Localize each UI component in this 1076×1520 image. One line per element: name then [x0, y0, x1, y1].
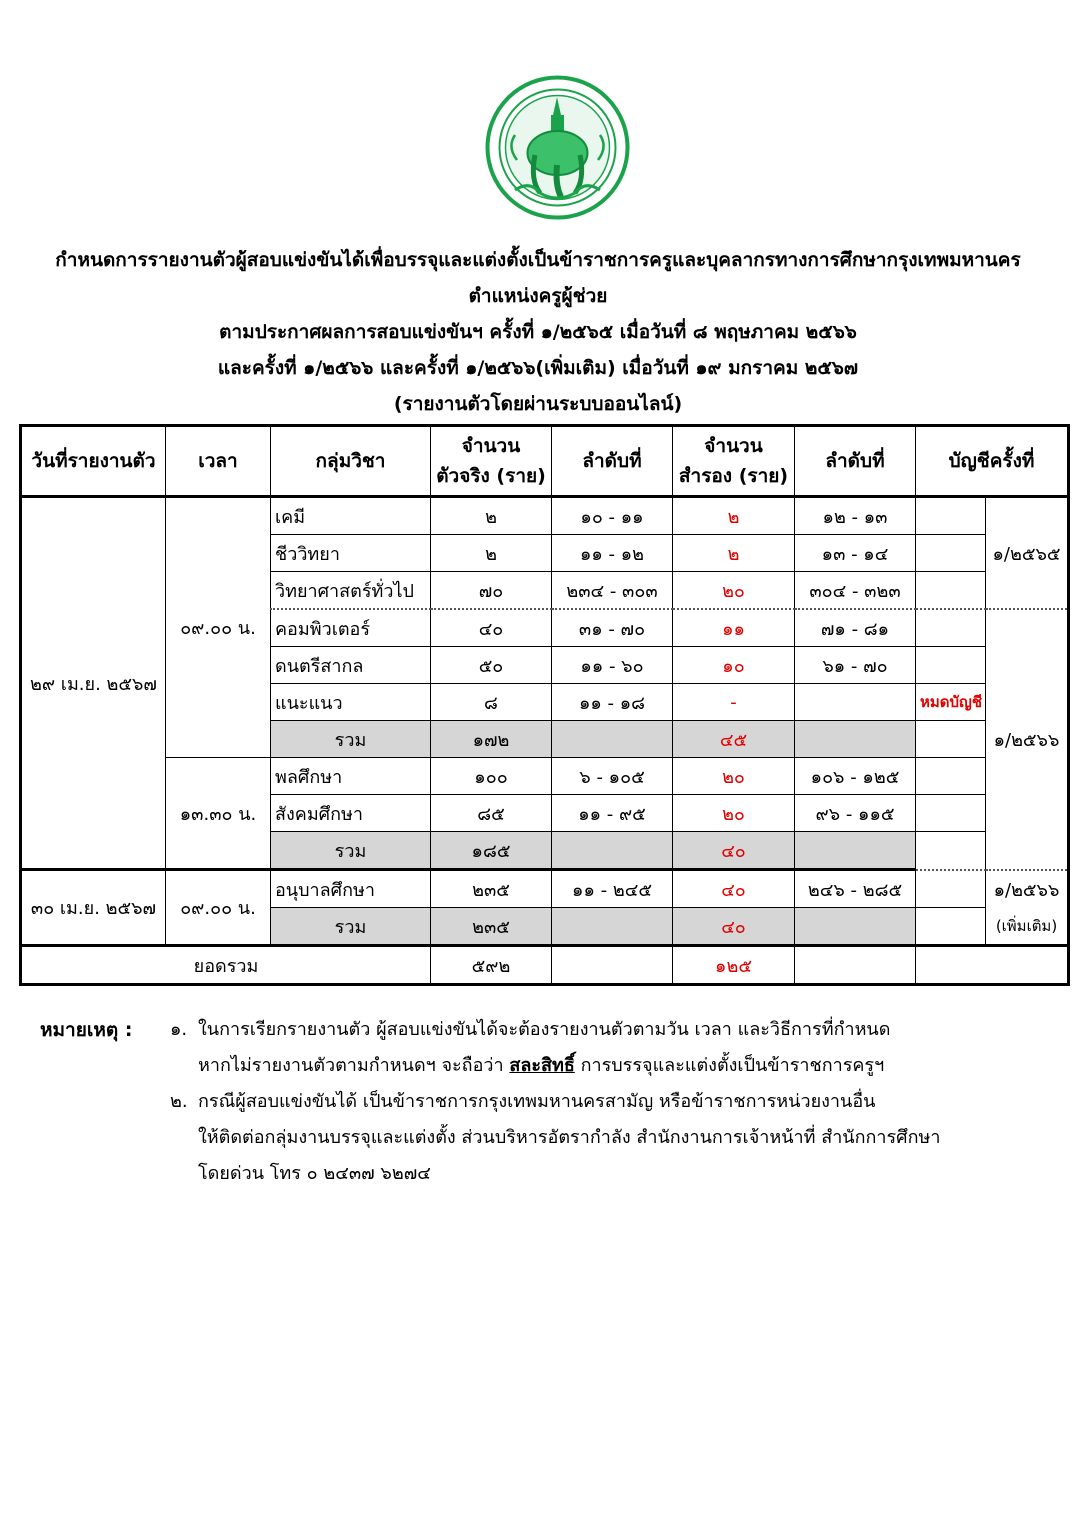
- note-text: ในการเรียกรายงานตัว ผู้สอบแข่งขันได้จะต้องรายงานตัวตามวัน เวลา และวิธีการที่กำหนด: [198, 1019, 891, 1040]
- order-cell: ๑๑ - ๒๔๕: [552, 870, 673, 908]
- actual-count-cell: ๘๕: [431, 795, 552, 832]
- order-cell: ๑๐ - ๑๑: [552, 497, 673, 535]
- subject-cell: พลศึกษา: [271, 758, 431, 795]
- forfeit-emphasis: สละสิทธิ์: [509, 1055, 575, 1076]
- report-time-cell: ๐๙.๐๐ น.: [166, 497, 271, 758]
- subtotal-reserve: ๔๐: [673, 908, 795, 946]
- subtotal-order: [552, 832, 673, 870]
- subject-cell: ชีววิทยา: [271, 535, 431, 572]
- account-cell-suffix: (เพิ่มเติม): [986, 908, 1069, 946]
- reserve-order-cell: ๖๑ - ๗๐: [795, 647, 916, 684]
- note-cell: [916, 832, 986, 870]
- note-cell: [916, 647, 986, 684]
- subtotal-order: [552, 908, 673, 946]
- title-line-4: และครั้งที่ ๑/๒๕๖๖ และครั้งที่ ๑/๒๕๖๖(เพิ่มเติม) เมื่อวันที่ ๑๙ มกราคม ๒๕๖๗: [217, 357, 859, 379]
- note-cell: [916, 758, 986, 795]
- reserve-count-cell: ๒: [673, 497, 795, 535]
- note-text: โดยด่วน โทร ๐ ๒๔๓๗ ๖๒๗๔: [198, 1163, 431, 1184]
- reserve-count-cell: -: [673, 684, 795, 721]
- account-cell: ๑/๒๕๖๖: [986, 870, 1069, 908]
- actual-count-cell: ๒: [431, 535, 552, 572]
- note-row: [40, 1012, 1050, 1048]
- grand-total-row: [21, 946, 1069, 985]
- reserve-count-cell: ๒: [673, 535, 795, 572]
- actual-count-cell: ๕๐: [431, 647, 552, 684]
- reserve-count-cell: ๒๐: [673, 795, 795, 832]
- note-text: กรณีผู้สอบแข่งขันได้ เป็นข้าราชการกรุงเทพมหานครสามัญ หรือข้าราชการหน่วยงานอื่น: [198, 1091, 876, 1112]
- document-title-block: [0, 242, 1076, 422]
- header-reserve-line-1: จำนวน: [704, 435, 763, 457]
- reserve-count-cell: ๒๐: [673, 758, 795, 795]
- subtotal-reserve-order: [795, 908, 916, 946]
- order-cell: ๑๑ - ๙๕: [552, 795, 673, 832]
- subtotal-actual: ๑๗๒: [431, 721, 552, 758]
- subject-cell: อนุบาลศึกษา: [271, 870, 431, 908]
- report-time-cell: ๐๙.๐๐ น.: [166, 870, 271, 946]
- subject-cell: เคมี: [271, 497, 431, 535]
- order-cell: ๑๑ - ๑๒: [552, 535, 673, 572]
- note-cell: [916, 572, 986, 610]
- schedule-table: [19, 424, 1070, 986]
- reserve-count-cell: ๑๑: [673, 609, 795, 647]
- subject-cell: ดนตรีสากล: [271, 647, 431, 684]
- reserve-order-cell: ๑๓ - ๑๔: [795, 535, 916, 572]
- reserve-count-cell: ๑๐: [673, 647, 795, 684]
- actual-count-cell: ๑๐๐: [431, 758, 552, 795]
- reserve-count-cell: ๔๐: [673, 870, 795, 908]
- subtotal-actual: ๑๘๕: [431, 832, 552, 870]
- table-row: [21, 758, 1069, 795]
- header-actual-line-1: จำนวน: [461, 435, 521, 457]
- reserve-count-cell: ๒๐: [673, 572, 795, 610]
- reserve-order-cell: ๑๐๖ - ๑๒๕: [795, 758, 916, 795]
- title-line-1: กำหนดการรายงานตัวผู้สอบแข่งขันได้เพื่อบรรจุและแต่งตั้งเป็นข้าราชการครูและบุคลากรทางการศึกษากรุงเทพมหานคร: [55, 249, 1021, 271]
- report-time-cell: ๑๓.๓๐ น.: [166, 758, 271, 870]
- grand-total-order: [552, 946, 673, 985]
- report-date-cell: ๒๙ เม.ย. ๒๕๖๗: [21, 497, 166, 870]
- reserve-order-cell: ๑๒ - ๑๓: [795, 497, 916, 535]
- reserve-order-cell: ๙๖ - ๑๑๕: [795, 795, 916, 832]
- grand-total-reserve: ๑๒๕: [673, 946, 795, 985]
- note-row: [40, 1084, 1050, 1120]
- note-row: [40, 1156, 1050, 1192]
- grand-total-reserve-order: [795, 946, 916, 985]
- note-number: ๒.: [170, 1091, 188, 1112]
- note-cell: [916, 795, 986, 832]
- reserve-order-cell: [795, 684, 916, 721]
- note-text-part: หากไม่รายงานตัวตามกำหนดฯ จะถือว่า: [198, 1055, 510, 1076]
- table-row: [21, 497, 1069, 535]
- actual-count-cell: ๘: [431, 684, 552, 721]
- title-line-2: ตำแหน่งครูผู้ช่วย: [468, 285, 608, 307]
- account-cell: ๑/๒๕๖๖: [986, 609, 1069, 870]
- note-cell: [916, 721, 986, 758]
- actual-count-cell: ๒: [431, 497, 552, 535]
- title-line-3: ตามประกาศผลการสอบแข่งขันฯ ครั้งที่ ๑/๒๕๖๕ เมื่อวันที่ ๘ พฤษภาคม ๒๕๖๖: [219, 321, 857, 343]
- report-date-cell: ๓๐ เม.ย. ๒๕๖๗: [21, 870, 166, 946]
- note-cell: [916, 497, 986, 535]
- notes-section: [40, 1012, 1050, 1192]
- subtotal-order: [552, 721, 673, 758]
- order-cell: ๑๑ - ๖๐: [552, 647, 673, 684]
- note-number: ๑.: [170, 1019, 188, 1040]
- subtotal-label: รวม: [271, 908, 431, 946]
- reserve-order-cell: ๓๐๔ - ๓๒๓: [795, 572, 916, 610]
- order-cell: ๖ - ๑๐๕: [552, 758, 673, 795]
- table-header-row: [21, 426, 1069, 497]
- subject-cell: สังคมศึกษา: [271, 795, 431, 832]
- actual-count-cell: ๔๐: [431, 609, 552, 647]
- note-text-part: การบรรจุและแต่งตั้งเป็นข้าราชการครูฯ: [574, 1055, 885, 1076]
- header-reserve-count: [673, 426, 795, 497]
- header-date: วันที่รายงานตัว: [21, 426, 166, 497]
- bangkok-seal-logo: [485, 75, 630, 220]
- table-row: [21, 870, 1069, 908]
- actual-count-cell: ๗๐: [431, 572, 552, 610]
- note-cell: [916, 535, 986, 572]
- subject-cell: คอมพิวเตอร์: [271, 609, 431, 647]
- grand-total-label: ยอดรวม: [21, 946, 431, 985]
- subtotal-label: รวม: [271, 832, 431, 870]
- order-cell: ๑๑ - ๑๘: [552, 684, 673, 721]
- order-cell: ๓๑ - ๗๐: [552, 609, 673, 647]
- subtotal-label: รวม: [271, 721, 431, 758]
- header-actual-count: [431, 426, 552, 497]
- grand-total-account: [916, 946, 1069, 985]
- subtotal-reserve: ๔๕: [673, 721, 795, 758]
- reserve-order-cell: ๗๑ - ๘๑: [795, 609, 916, 647]
- header-reserve-line-2: สำรอง (ราย): [678, 465, 789, 487]
- header-actual-line-2: ตัวจริง (ราย): [436, 465, 546, 487]
- subtotal-actual: ๒๓๕: [431, 908, 552, 946]
- note-cell: [916, 609, 986, 647]
- subject-cell: วิทยาศาสตร์ทั่วไป: [271, 572, 431, 610]
- note-row: [40, 1120, 1050, 1156]
- subtotal-reserve-order: [795, 721, 916, 758]
- subtotal-reserve: ๔๐: [673, 832, 795, 870]
- note-cell: [916, 870, 986, 908]
- subject-cell: แนะแนว: [271, 684, 431, 721]
- reserve-order-cell: ๒๔๖ - ๒๘๕: [795, 870, 916, 908]
- note-row: [40, 1048, 1050, 1084]
- grand-total-actual: ๕๙๒: [431, 946, 552, 985]
- note-cell: [916, 908, 986, 946]
- note-text: ให้ติดต่อกลุ่มงานบรรจุและแต่งตั้ง ส่วนบริหารอัตรากำลัง สำนักงานการเจ้าหน้าที่ สำนักการศึกษา: [198, 1127, 941, 1148]
- header-time: เวลา: [166, 426, 271, 497]
- header-subject: กลุ่มวิชา: [271, 426, 431, 497]
- account-cell: ๑/๒๕๖๕: [986, 497, 1069, 610]
- account-exhausted-note: หมดบัญชี: [916, 684, 986, 721]
- header-reserve-order: ลำดับที่: [795, 426, 916, 497]
- header-order: ลำดับที่: [552, 426, 673, 497]
- notes-label: หมายเหตุ :: [40, 1019, 133, 1041]
- header-account: บัญชีครั้งที่: [916, 426, 1069, 497]
- note-text: [198, 1048, 884, 1084]
- subtotal-reserve-order: [795, 832, 916, 870]
- order-cell: ๒๓๔ - ๓๐๓: [552, 572, 673, 610]
- actual-count-cell: ๒๓๕: [431, 870, 552, 908]
- title-line-5: (รายงานตัวโดยผ่านระบบออนไลน์): [393, 393, 683, 415]
